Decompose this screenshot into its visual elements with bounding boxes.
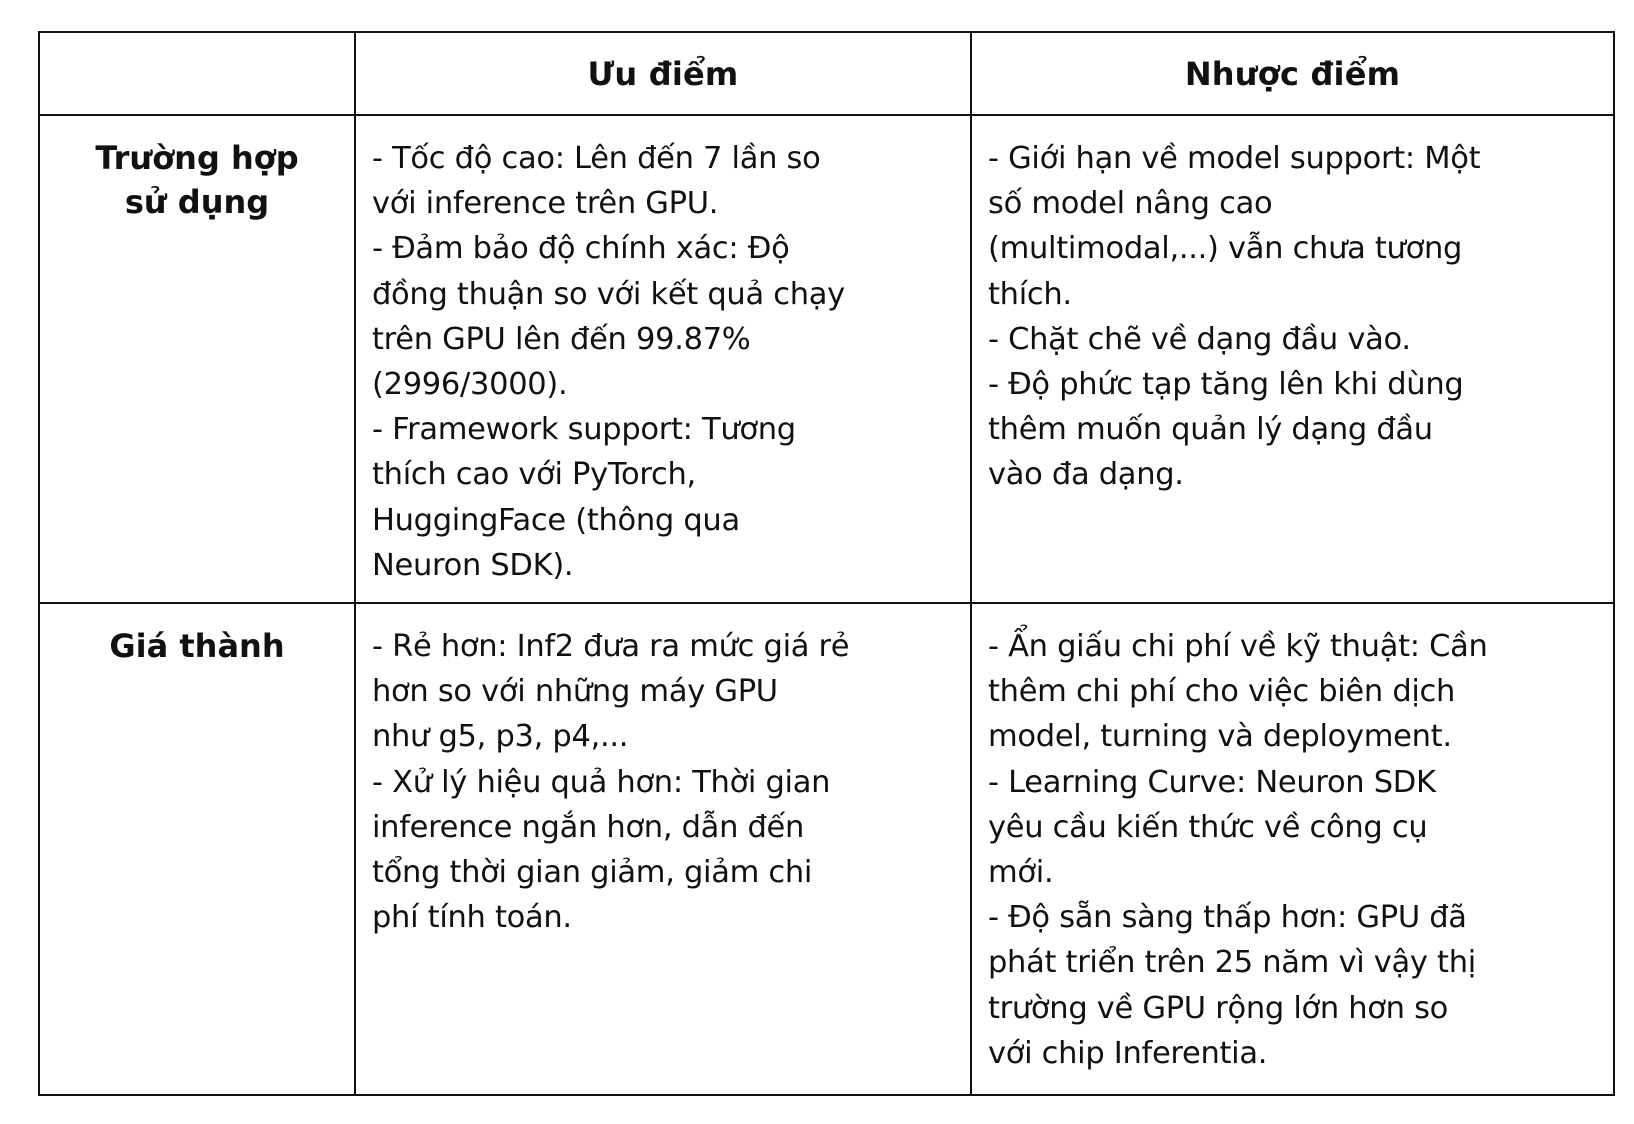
text-line: inference ngắn hơn, dẫn đến (372, 809, 805, 845)
text-line: phí tính toán. (372, 900, 572, 936)
row-label-use-case (39, 115, 355, 603)
table-row-cost (39, 603, 1614, 1095)
header-cons: Nhược điểm (971, 32, 1614, 115)
text-line: với chip Inferentia. (988, 1035, 1268, 1071)
cons-cell-cost (971, 603, 1614, 1095)
text-line: model, turning và deployment. (988, 719, 1452, 755)
pros-cell-cost (355, 603, 971, 1095)
text-line: - Framework support: Tương (372, 412, 796, 448)
text-line: như g5, p3, p4,... (372, 719, 629, 755)
row-label-line: Giá thành (109, 627, 285, 665)
text-line: thích cao với PyTorch, (372, 457, 696, 493)
text-line: trường về GPU rộng lớn hơn so (988, 990, 1449, 1026)
table-row-use-case (39, 115, 1614, 603)
row-label-cost (39, 603, 355, 1095)
text-line: phát triển trên 25 năm vì vậy thị (988, 945, 1476, 981)
text-line: thêm muốn quản lý dạng đầu (988, 412, 1433, 448)
row-label-line: sử dụng (124, 183, 270, 221)
text-line: - Chặt chẽ về dạng đầu vào. (988, 321, 1411, 357)
text-line: thích. (988, 276, 1072, 312)
text-line: hơn so với những máy GPU (372, 674, 778, 710)
text-line: - Độ sẵn sàng thấp hơn: GPU đã (988, 900, 1467, 936)
pros-cell-use-case (355, 115, 971, 603)
header-row (39, 32, 1614, 115)
text-line: (2996/3000). (372, 367, 568, 403)
text-line: - Ẩn giấu chi phí về kỹ thuật: Cần (988, 629, 1488, 664)
text-line: yêu cầu kiến thức về công cụ (988, 809, 1428, 845)
text-line: tổng thời gian giảm, giảm chi (372, 855, 813, 891)
header-empty-cell (39, 32, 355, 115)
text-line: - Tốc độ cao: Lên đến 7 lần so (372, 141, 821, 176)
text-line: (multimodal,...) vẫn chưa tương (988, 231, 1463, 267)
text-line: Neuron SDK). (372, 547, 574, 583)
text-line: - Giới hạn về model support: Một (988, 141, 1481, 176)
text-line: vào đa dạng. (988, 457, 1184, 493)
header-pros: Ưu điểm (355, 32, 971, 115)
text-line: - Learning Curve: Neuron SDK (988, 764, 1436, 800)
text-line: - Đảm bảo độ chính xác: Độ (372, 231, 790, 267)
row-label-line: Trường hợp (95, 139, 299, 177)
text-line: số model nâng cao (988, 186, 1273, 222)
text-line: thêm chi phí cho việc biên dịch (988, 674, 1456, 710)
text-line: HuggingFace (thông qua (372, 502, 740, 538)
text-line: - Độ phức tạp tăng lên khi dùng (988, 367, 1464, 403)
comparison-table (38, 31, 1615, 1096)
cons-cell-use-case (971, 115, 1614, 603)
text-line: trên GPU lên đến 99.87% (372, 321, 751, 357)
text-line: - Rẻ hơn: Inf2 đưa ra mức giá rẻ (372, 629, 850, 664)
text-line: mới. (988, 855, 1054, 891)
text-line: - Xử lý hiệu quả hơn: Thời gian (372, 764, 831, 800)
text-line: đồng thuận so với kết quả chạy (372, 276, 845, 312)
text-line: với inference trên GPU. (372, 186, 719, 222)
